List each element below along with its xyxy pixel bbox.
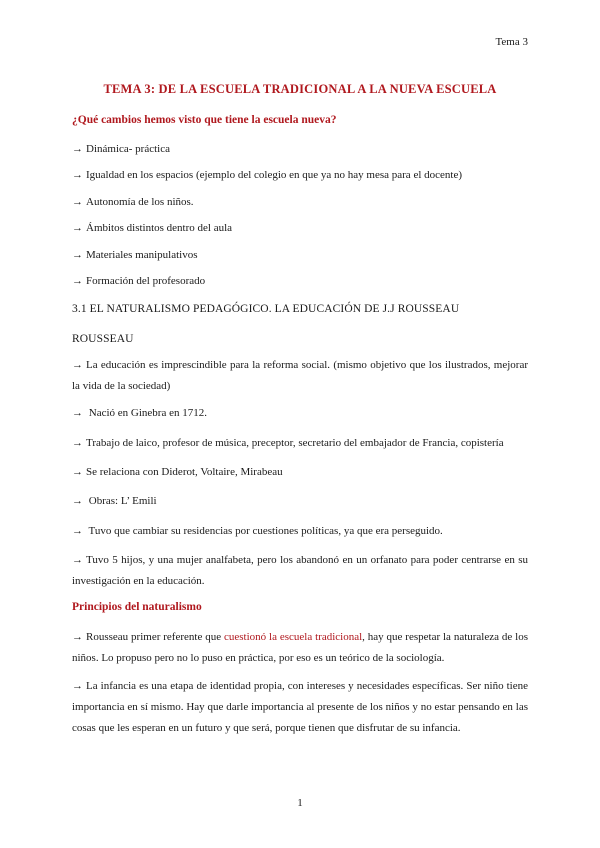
- section-heading: 3.1 EL NATURALISMO PEDAGÓGICO. LA EDUCACIÓN DE J.J ROUSSEAU: [72, 303, 460, 315]
- arrow-icon: →: [72, 407, 83, 419]
- list-item: → Se relaciona con Diderot, Voltaire, Mirabeau: [72, 466, 283, 478]
- arrow-icon: →: [72, 359, 83, 371]
- list-item: → Igualdad en los espacios (ejemplo del colegio en que ya no hay mesa para el docente): [72, 169, 462, 181]
- list-item: → Ámbitos distintos dentro del aula: [72, 222, 233, 234]
- list-item: → Tuvo 5 hijos, y una mujer analfabeta, pero los abandonó en un orfanato para poder centrarse en su investigación en la educación.: [72, 554, 528, 587]
- arrow-icon: →: [72, 169, 83, 181]
- list-item: → Formación del profesorado: [72, 275, 206, 287]
- page-number: 1: [297, 797, 303, 809]
- list-item: → Obras: L’ Emili: [72, 495, 157, 507]
- list-item: → Tuvo que cambiar su residencias por cuestiones políticas, ya que era perseguido.: [72, 525, 443, 537]
- arrow-icon: →: [72, 680, 83, 692]
- list-item: → Nació en Ginebra en 1712.: [72, 407, 207, 419]
- arrow-icon: →: [72, 437, 83, 449]
- subsection-heading: ROUSSEAU: [72, 333, 134, 345]
- arrow-icon: →: [72, 554, 83, 566]
- question-heading: ¿Qué cambios hemos visto que tiene la escuela nueva?: [72, 114, 337, 126]
- list-item: → Autonomía de los niños.: [72, 196, 194, 208]
- arrow-icon: →: [72, 196, 83, 208]
- arrow-icon: →: [72, 631, 83, 643]
- arrow-icon: →: [72, 275, 83, 287]
- principles-heading: Principios del naturalismo: [72, 601, 202, 613]
- list-item: → La educación es imprescindible para la reforma social. (mismo objetivo que los ilustrados, mejorar la vida de la sociedad): [72, 359, 528, 392]
- page-header: Tema 3: [495, 36, 528, 48]
- list-item: → Materiales manipulativos: [72, 249, 198, 261]
- arrow-icon: →: [72, 466, 83, 478]
- arrow-icon: →: [72, 222, 83, 234]
- paragraph: → Rousseau primer referente que cuestionó la escuela tradicional, hay que respetar la naturaleza de los niños. Lo propuso pero no lo puso en práctica, por eso es un teórico de la sociología.: [72, 631, 528, 664]
- arrow-icon: →: [72, 143, 83, 155]
- list-item: → Dinámica- práctica: [72, 143, 170, 155]
- arrow-icon: →: [72, 525, 83, 537]
- arrow-icon: →: [72, 495, 83, 507]
- arrow-icon: →: [72, 249, 83, 261]
- paragraph: → La infancia es una etapa de identidad propia, con intereses y necesidades específicas. Ser niño tiene importancia en sí mismo. Hay que darle importancia al presente de los niños y no estar pensando en las cosas que les esperan en un futuro y que será, porque tienen que disfrutar de su infancia.: [72, 680, 528, 734]
- highlighted-text: cuestionó la escuela tradicional: [223, 631, 363, 643]
- list-item: → Trabajo de laico, profesor de música, preceptor, secretario del embajador de Francia, copistería: [72, 437, 504, 449]
- document-title: TEMA 3: DE LA ESCUELA TRADICIONAL A LA NUEVA ESCUELA: [103, 82, 497, 96]
